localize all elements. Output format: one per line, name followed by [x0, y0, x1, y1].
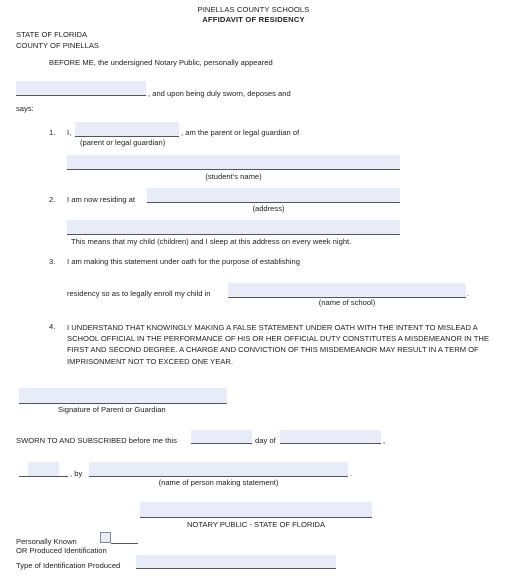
personally-known-line	[111, 543, 138, 544]
address-line2-field[interactable]	[67, 220, 400, 234]
county-label: COUNTY OF PINELLAS	[16, 41, 99, 50]
affiant-name-line	[16, 95, 146, 96]
district-name: PINELLAS COUNTY SCHOOLS	[197, 5, 310, 14]
person-name-field[interactable]	[89, 462, 348, 476]
year-line	[19, 476, 68, 477]
item1-prefix: I,	[67, 128, 72, 137]
id-type-line	[136, 568, 336, 569]
caption-address: (address)	[252, 204, 285, 213]
student-name-field[interactable]	[67, 155, 400, 169]
day-field[interactable]	[191, 430, 252, 443]
school-name-field[interactable]	[228, 283, 466, 297]
sworn-prefix: SWORN TO AND SUBSCRIBED before me this	[16, 436, 177, 445]
item1-number: 1.	[49, 128, 56, 137]
notary-caption: NOTARY PUBLIC - STATE OF FLORIDA	[186, 520, 326, 529]
item1-suffix: , am the parent or legal guardian of	[181, 128, 300, 137]
month-field[interactable]	[280, 430, 381, 443]
id-type-label: Type of Identification Produced	[16, 561, 121, 570]
address-line2-line	[67, 234, 400, 235]
signature-line	[19, 403, 227, 404]
item4-warning: I UNDERSTAND THAT KNOWINGLY MAKING A FALSE STATEMENT UNDER OATH WITH THE INTENT TO MISLEAD A SCHOOL OFFICIAL IN THE PERFORMANCE OF HIS OR HER OFFICIAL DUTY CONSTITUTES A MISDEMEANOR IN THE FIRST AND SECOND DEGREE. A CHARGE AND CONVICTION OF THIS MISDEMEANOR MAY RESULT IN A TERM OF IMPRISONMENT NOT TO EXCEED ONE YEAR.	[67, 323, 489, 366]
item3-number: 3.	[49, 257, 56, 266]
item3-period: .	[467, 289, 470, 298]
item2-number: 2.	[49, 195, 56, 204]
caption-parent: (parent or legal guardian)	[80, 138, 166, 147]
caption-student: (student's name)	[205, 172, 262, 181]
notary-signature-field[interactable]	[140, 502, 372, 517]
notary-signature-line	[140, 517, 372, 518]
state-label: STATE OF FLORIDA	[16, 30, 88, 39]
intro-sworn: , and upon being duly sworn, deposes and	[148, 89, 291, 98]
affiant-name-field[interactable]	[16, 81, 146, 95]
signature-field[interactable]	[19, 388, 227, 403]
sworn-by: , by	[70, 469, 83, 478]
month-line	[280, 443, 381, 444]
item3-text: I am making this statement under oath for the purpose of establishing	[67, 257, 301, 266]
caption-person: (name of person making statement)	[158, 478, 279, 487]
intro-before-me: BEFORE ME, the undersigned Notary Public, personally appeared	[49, 58, 273, 67]
day-line	[191, 443, 252, 444]
item2-note: This means that my child (children) and I sleep at this address on every week night.	[71, 237, 352, 246]
id-type-field[interactable]	[136, 555, 336, 568]
address-field[interactable]	[147, 188, 400, 202]
item2-prefix: I am now residing at	[67, 195, 135, 204]
caption-school: (name of school)	[318, 298, 376, 307]
sworn-day-of: day of	[255, 436, 276, 445]
item4-number: 4.	[49, 322, 56, 331]
sworn-comma: ,	[383, 436, 386, 445]
year-field[interactable]	[28, 462, 59, 476]
sworn-period: .	[350, 469, 353, 478]
student-name-line	[67, 169, 400, 170]
personally-known-label: Personally Known	[16, 537, 77, 546]
item3-prefix2: residency so as to legally enroll my child in	[67, 289, 211, 298]
parent-name-field[interactable]	[75, 122, 179, 136]
person-name-line	[89, 476, 348, 477]
address-line	[147, 202, 400, 203]
or-produced-label: OR Produced Identification	[16, 546, 107, 555]
parent-name-line	[75, 136, 179, 137]
intro-says: says:	[16, 104, 34, 113]
signature-caption: Signature of Parent or Guardian	[58, 405, 166, 414]
document-title: AFFIDAVIT OF RESIDENCY	[202, 15, 305, 24]
personally-known-checkbox[interactable]	[100, 532, 111, 543]
